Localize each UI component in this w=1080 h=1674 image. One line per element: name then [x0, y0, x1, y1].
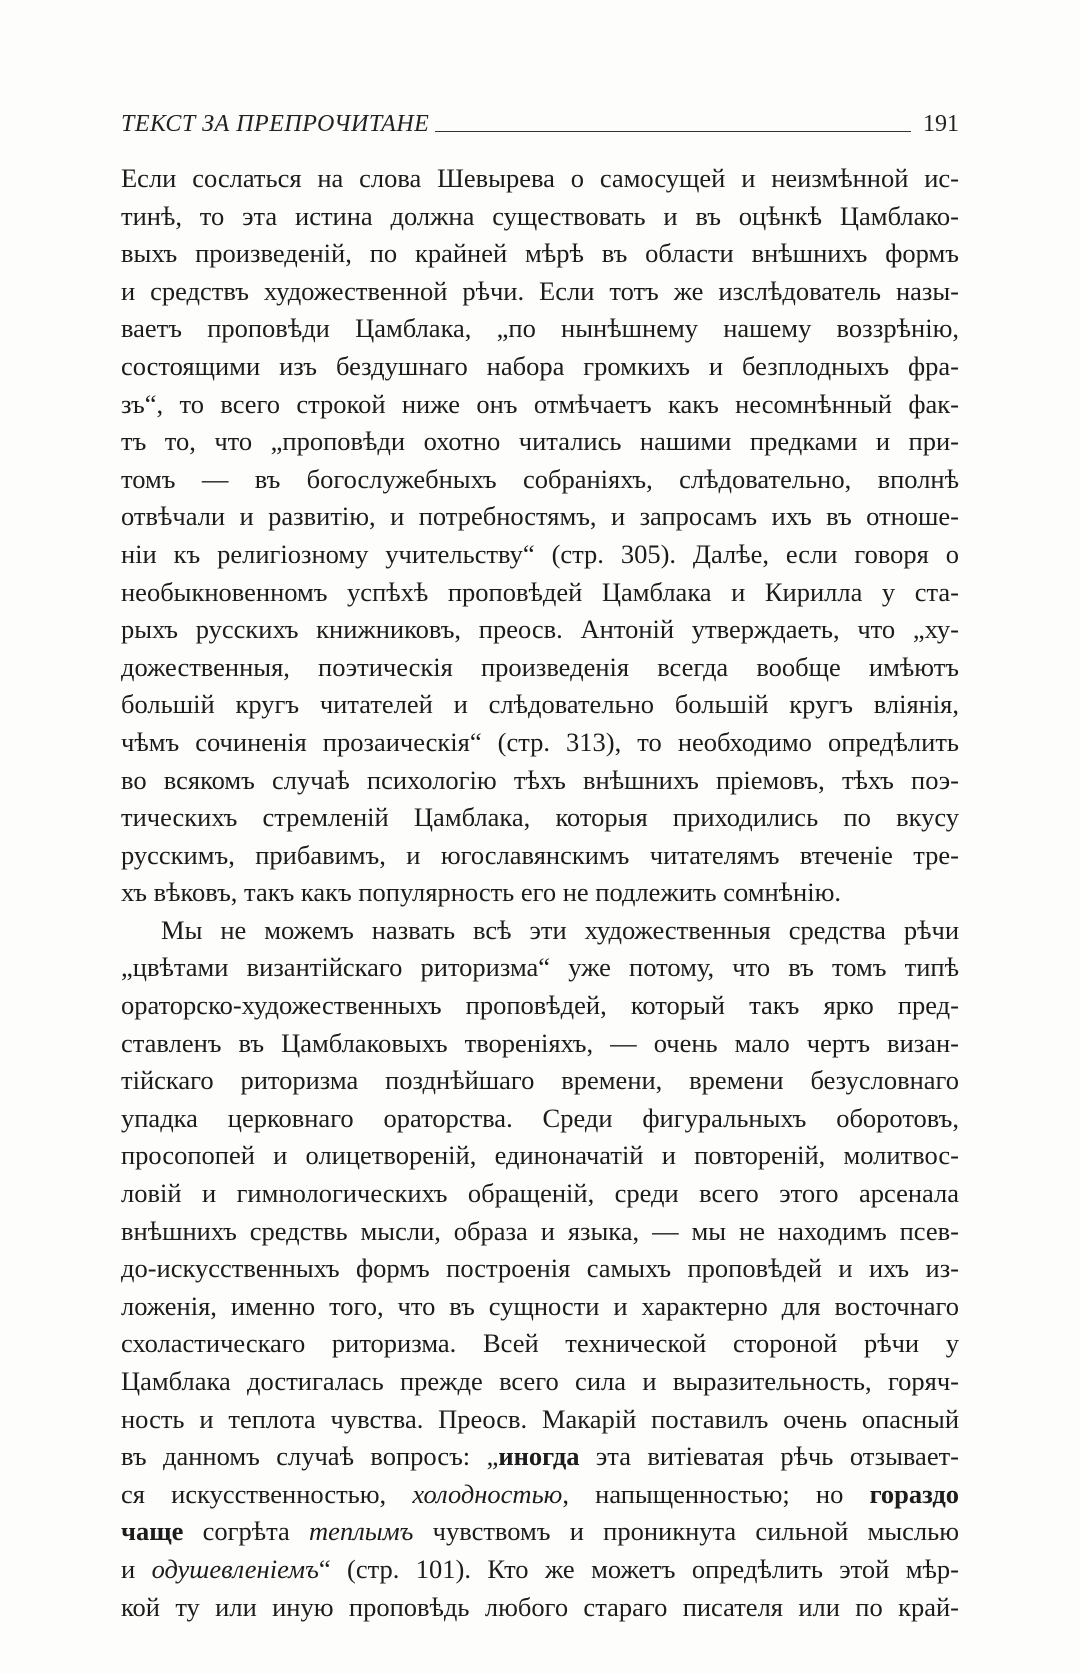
bold-run: чаще: [121, 1516, 184, 1547]
text-line: [121, 1551, 959, 1589]
text-line: томъ — въ богослужебныхъ собранiяхъ, слѣдовательно, вполнѣ: [121, 463, 959, 494]
text-run: и: [121, 1553, 152, 1584]
text-line: до-искусственныхъ формъ построенiя самыхъ проповѣдей и ихъ из-: [121, 1253, 959, 1284]
text-run: “ (стр. 101). Кто же можетъ опредѣлить этой мѣр-: [318, 1553, 959, 1584]
text-line: ложенiя, именно того, что въ сущности и характерно для восточнаго: [121, 1290, 959, 1321]
italic-run: теплымъ: [309, 1516, 414, 1547]
running-head: [121, 104, 959, 138]
text-run: въ данномъ случаѣ вопросъ: „: [121, 1441, 499, 1472]
text-line: нiи къ религiозному учительству“ (стр. 305). Далѣе, если говоря о: [121, 538, 959, 569]
text-line: ловiй и гимнологическихъ обращенiй, среди всего этого арсенала: [121, 1178, 959, 1209]
running-head-rule: [435, 131, 911, 132]
text-line: тическихъ стремленiй Цамблака, которыя приходились по вкусу: [121, 802, 959, 833]
text-line: и средствъ художественной рѣчи. Если тотъ же изслѣдователь назы-: [121, 275, 959, 306]
italic-run: одушевленiемъ: [151, 1553, 319, 1584]
paragraph-1: [121, 160, 959, 912]
text-line: схоластическаго риторизма. Всей технической стороной рѣчи у: [121, 1328, 959, 1359]
text-line: дожественныя, поэтическiя произведенiя всегда вообще имѣютъ: [121, 651, 959, 682]
text-line: необыкновенномъ успѣхѣ проповѣдей Цамблака и Кирилла у ста-: [121, 576, 959, 607]
text-line: просопопей и олицетворенiй, единоначатiй и повторенiй, молитвос-: [121, 1140, 959, 1171]
text-line: русскимъ, прибавимъ, и югославянскимъ читателямъ втеченiе тре-: [121, 839, 959, 870]
body-text: [121, 160, 959, 1626]
text-line: „цвѣтами византiйскаго риторизма“ уже потому, что въ томъ типѣ: [121, 952, 959, 983]
text-run: ся искусственностью,: [121, 1478, 413, 1509]
text-line: кой ту или иную проповѣдь любого стараго писателя или по край-: [121, 1591, 959, 1622]
text-line: Если сослаться на слова Шевырева о самосущей и неизмѣнной ис-: [121, 163, 959, 193]
text-line: ставленъ въ Цамблаковыхъ творенiяхъ, — очень мало чертъ визан-: [121, 1027, 959, 1058]
text-run: согрѣта: [183, 1516, 310, 1547]
text-line: [121, 1513, 959, 1551]
text-line: большiй кругъ читателей и слѣдовательно большiй кругъ влiянiя,: [121, 689, 959, 720]
text-line: рыхъ русскихъ книжниковъ, преосв. Антонiй утверждаеть, что „ху-: [121, 614, 959, 645]
text-line: тинѣ, то эта истина должна существовать и въ оцѣнкѣ Цамблако-: [121, 200, 959, 231]
bold-run: гораздо: [869, 1478, 959, 1509]
text-line: хъ вѣковъ, такъ какъ популярность его не подлежить сомнѣнiю.: [121, 877, 842, 908]
text-line: во всякомъ случаѣ психологiю тѣхъ внѣшнихъ прiемовъ, тѣхъ поэ-: [121, 764, 959, 795]
text-line: чѣмъ сочиненiя прозаическiя“ (стр. 313), то необходимо опредѣлить: [121, 726, 959, 757]
text-run: , напыщенностью; но: [562, 1478, 870, 1509]
bold-run: иногда: [498, 1441, 580, 1472]
text-line: упадка церковнаго ораторства. Среди фигуральныхъ оборотовъ,: [121, 1102, 959, 1133]
text-line: отвѣчали и развитiю, и потребностямъ, и запросамъ ихъ въ отноше-: [121, 501, 959, 532]
italic-run: холодностью: [412, 1478, 563, 1509]
text-line: ораторско-художественныхъ проповѣдей, который такъ ярко пред-: [121, 990, 959, 1021]
text-line: ность и теплота чувства. Преосв. Макарiй поставилъ очень опасный: [121, 1403, 959, 1434]
text-line: Цамблака достигалась прежде всего сила и выразительность, горяч-: [121, 1366, 959, 1396]
text-line: внѣшнихъ средствь мысли, образа и языка, — мы не находимъ псев-: [121, 1215, 959, 1246]
text-line: ваетъ проповѣди Цамблака, „по нынѣшнему нашему воззрѣнiю,: [121, 313, 959, 344]
running-head-title: ТЕКСТ ЗА ПРЕПРОЧИТАНЕ: [121, 111, 430, 137]
text-line: [121, 1438, 959, 1476]
text-line: Мы не можемъ назвать всѣ эти художественныя средства рѣчи: [161, 914, 959, 945]
text-line: зъ“, то всего строкой ниже онъ отмѣчаетъ какъ несомнѣнный фак-: [121, 388, 959, 419]
page-number: 191: [923, 111, 959, 137]
text-run: чувствомъ и проникнута сильной мыслью: [413, 1516, 959, 1547]
text-line: тiйскаго риторизма позднѣйшаго времени, времени безусловнаго: [121, 1065, 959, 1096]
text-run: эта витiеватая рѣчь отзывает-: [579, 1441, 959, 1472]
text-line: тъ то, что „проповѣди охотно читались нашими предками и при-: [121, 426, 959, 457]
text-line: состоящими изъ бездушнаго набора громкихъ и безплодныхъ фра-: [121, 350, 959, 381]
paragraph-2: [121, 912, 959, 1626]
text-line: выхъ произведенiй, по крайней мѣрѣ въ области внѣшнихъ формъ: [121, 238, 959, 269]
text-line: [121, 1476, 959, 1514]
